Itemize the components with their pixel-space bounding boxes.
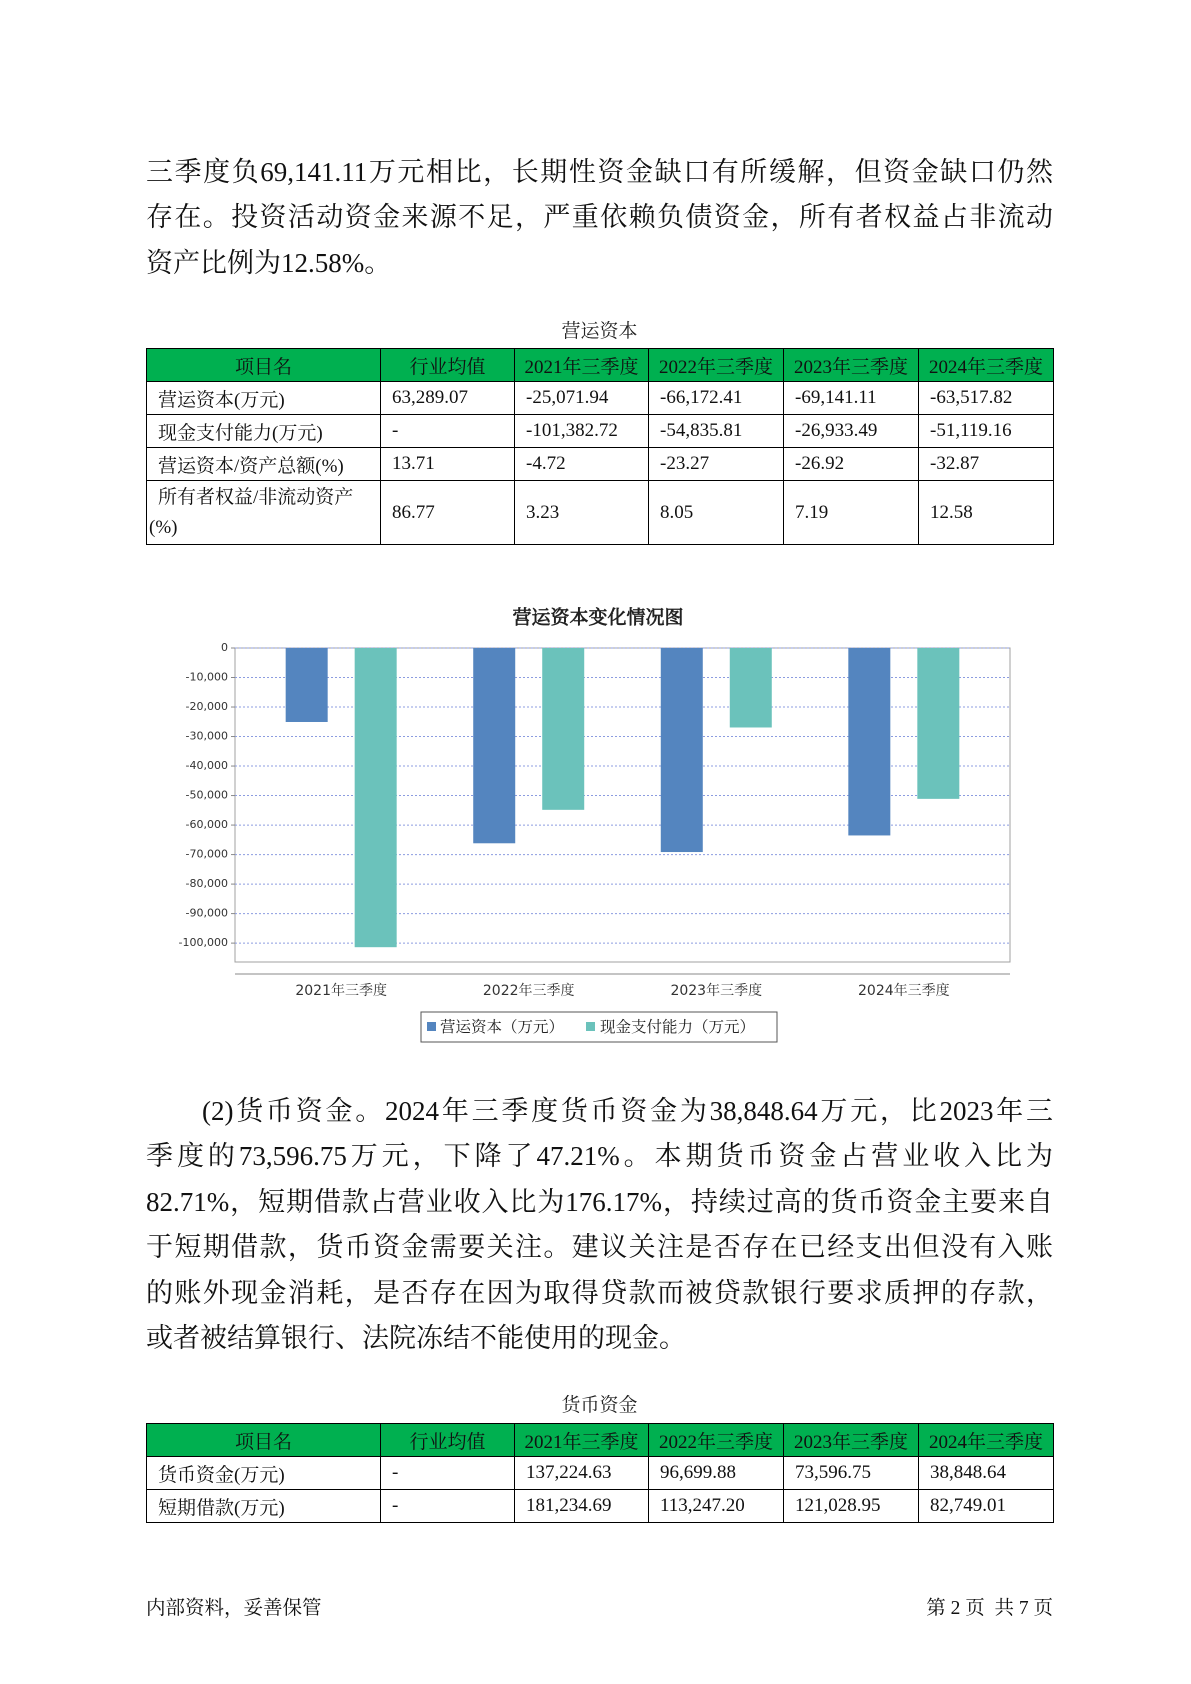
plot-area (235, 648, 1010, 962)
header-cell-2023-q3: 2023年三季度 (784, 349, 919, 382)
row-label: 货币资金(万元) (147, 1457, 381, 1490)
cell-2022-q3: -23.27 (649, 448, 784, 481)
row-label-line: (%) (149, 516, 178, 538)
y-tick-label: 0 (221, 641, 228, 654)
cell-2021-q3: -101,382.72 (515, 415, 649, 448)
y-tick-label: -30,000 (185, 729, 228, 743)
table-caption-working-capital: 营运资本 (561, 321, 638, 342)
row-label-line: 所有者权益/非流动资产 (158, 486, 354, 508)
bar-working-capital (473, 648, 515, 843)
paragraph-line: 或者被结算银行、法院冻结不能使用的现金。 (146, 1322, 686, 1353)
y-tick-label: -50,000 (185, 788, 228, 802)
header-cell-2024-q3: 2024年三季度 (919, 1424, 1054, 1457)
cell-2023-q3: 7.19 (784, 481, 919, 545)
bar-cash-payment-ability (730, 648, 772, 727)
header-cell-2022-q3: 2022年三季度 (649, 349, 784, 382)
cell-2021-q3: 181,234.69 (515, 1490, 649, 1523)
header-cell-2021-q3: 2021年三季度 (515, 1424, 649, 1457)
paragraph-line: 资产比例为12.58%。 (146, 247, 392, 278)
y-tick-label: -90,000 (185, 906, 228, 920)
cell-industry-average: 13.71 (381, 448, 515, 481)
y-axis-ticks (179, 641, 235, 949)
cell-2021-q3: 137,224.63 (515, 1457, 649, 1490)
table-row (147, 1457, 1054, 1490)
paragraph-line: 82.71%，短期借款占营业收入比为176.17%，持续过高的货币资金主要来自 (146, 1186, 1053, 1217)
y-tick-label: -20,000 (185, 700, 228, 714)
cell-industry-average: - (381, 415, 515, 448)
cell-2022-q3: 8.05 (649, 481, 784, 545)
legend-label-working-capital: 营运资本（万元） (440, 1018, 565, 1036)
chart-title: 营运资本变化情况图 (512, 606, 684, 629)
y-tick-label: -40,000 (185, 759, 228, 773)
cell-2023-q3: -26.92 (784, 448, 919, 481)
cell-2021-q3: 3.23 (515, 481, 649, 545)
footer-page-number: 第 2 页 共 7 页 (926, 1598, 1053, 1619)
row-label: 营运资本/资产总额(%) (147, 448, 381, 481)
table-row (147, 448, 1054, 481)
table-row (147, 1490, 1054, 1523)
bar-working-capital (661, 648, 703, 852)
cell-2023-q3: -69,141.11 (784, 382, 919, 415)
cell-2024-q3: -32.87 (919, 448, 1054, 481)
x-axis-labels (295, 982, 949, 999)
cell-industry-average: 86.77 (381, 481, 515, 545)
header-cell-2021-q3: 2021年三季度 (515, 349, 649, 382)
cell-2021-q3: -25,071.94 (515, 382, 649, 415)
legend-label-cash-payment-ability: 现金支付能力（万元） (600, 1018, 756, 1036)
row-label: 现金支付能力(万元) (147, 415, 381, 448)
paragraph-line: 的账外现金消耗，是否存在因为取得贷款而被贷款银行要求质押的存款， (146, 1277, 1053, 1308)
y-tick-label: -60,000 (185, 818, 228, 832)
row-label: 短期借款(万元) (147, 1490, 381, 1523)
footer-confidential-note: 内部资料，妥善保管 (146, 1598, 322, 1619)
table-header-row (147, 349, 1054, 382)
x-tick-label: 2023年三季度 (670, 983, 763, 999)
cell-2024-q3: 38,848.64 (919, 1457, 1054, 1490)
x-tick-label: 2021年三季度 (295, 983, 387, 999)
bar-cash-payment-ability (917, 648, 959, 799)
cell-2024-q3: 12.58 (919, 481, 1054, 545)
paragraph-working-capital (146, 150, 1053, 286)
cell-2023-q3: -26,933.49 (784, 415, 919, 448)
header-cell-industry-average: 行业均值 (381, 349, 515, 382)
header-cell-industry-average: 行业均值 (381, 1424, 515, 1457)
table-row (147, 415, 1054, 448)
bar-working-capital (286, 648, 328, 722)
header-cell-2023-q3: 2023年三季度 (784, 1424, 919, 1457)
bar-working-capital (848, 648, 890, 835)
cell-2023-q3: 73,596.75 (784, 1457, 919, 1490)
table-row (147, 481, 1054, 545)
paragraph-line: 存在。投资活动资金来源不足，严重依赖负债资金，所有者权益占非流动 (146, 202, 1053, 233)
y-tick-label: -80,000 (185, 877, 228, 891)
working-capital-table (146, 348, 1054, 545)
header-cell-2024-q3: 2024年三季度 (919, 349, 1054, 382)
paragraph-line: 于短期借款，货币资金需要关注。建议关注是否存在已经支出但没有入账 (146, 1232, 1053, 1263)
cell-industry-average: 63,289.07 (381, 382, 515, 415)
cell-industry-average: - (381, 1490, 515, 1523)
working-capital-bar-chart (146, 595, 1053, 1050)
x-tick-label: 2024年三季度 (858, 983, 950, 999)
y-tick-label: -100,000 (178, 936, 228, 950)
cell-2022-q3: 113,247.20 (649, 1490, 784, 1523)
paragraph-monetary-funds (146, 1089, 1053, 1361)
table-header-row (147, 1424, 1054, 1457)
header-cell-item: 项目名 (147, 349, 381, 382)
paragraph-line: (2)货币资金。2024年三季度货币资金为38,848.64万元，比2023年三 (202, 1096, 1053, 1126)
paragraph-line: 季度的73,596.75万元，下降了47.21%。本期货币资金占营业收入比为 (146, 1141, 1053, 1172)
cell-2024-q3: -51,119.16 (919, 415, 1054, 448)
chart-legend (421, 1012, 777, 1042)
monetary-funds-table (146, 1423, 1054, 1523)
cell-2024-q3: 82,749.01 (919, 1490, 1054, 1523)
cell-2023-q3: 121,028.95 (784, 1490, 919, 1523)
header-cell-2022-q3: 2022年三季度 (649, 1424, 784, 1457)
cell-2022-q3: -66,172.41 (649, 382, 784, 415)
legend-swatch-working-capital (427, 1022, 436, 1031)
row-label: 营运资本(万元) (147, 382, 381, 415)
table-caption-monetary-funds: 货币资金 (561, 1395, 638, 1416)
cell-industry-average: - (381, 1457, 515, 1490)
bar-cash-payment-ability (355, 648, 397, 947)
cell-2022-q3: 96,699.88 (649, 1457, 784, 1490)
x-tick-label: 2022年三季度 (482, 983, 575, 999)
bar-cash-payment-ability (542, 648, 584, 810)
paragraph-line: 三季度负69,141.11万元相比，长期性资金缺口有所缓解，但资金缺口仍然 (146, 157, 1053, 187)
y-tick-label: -70,000 (185, 847, 228, 861)
header-cell-item: 项目名 (147, 1424, 381, 1457)
row-label (147, 481, 381, 545)
table-row (147, 382, 1054, 415)
cell-2024-q3: -63,517.82 (919, 382, 1054, 415)
y-tick-label: -10,000 (185, 670, 228, 684)
cell-2021-q3: -4.72 (515, 448, 649, 481)
legend-swatch-cash-payment-ability (586, 1022, 595, 1031)
cell-2022-q3: -54,835.81 (649, 415, 784, 448)
